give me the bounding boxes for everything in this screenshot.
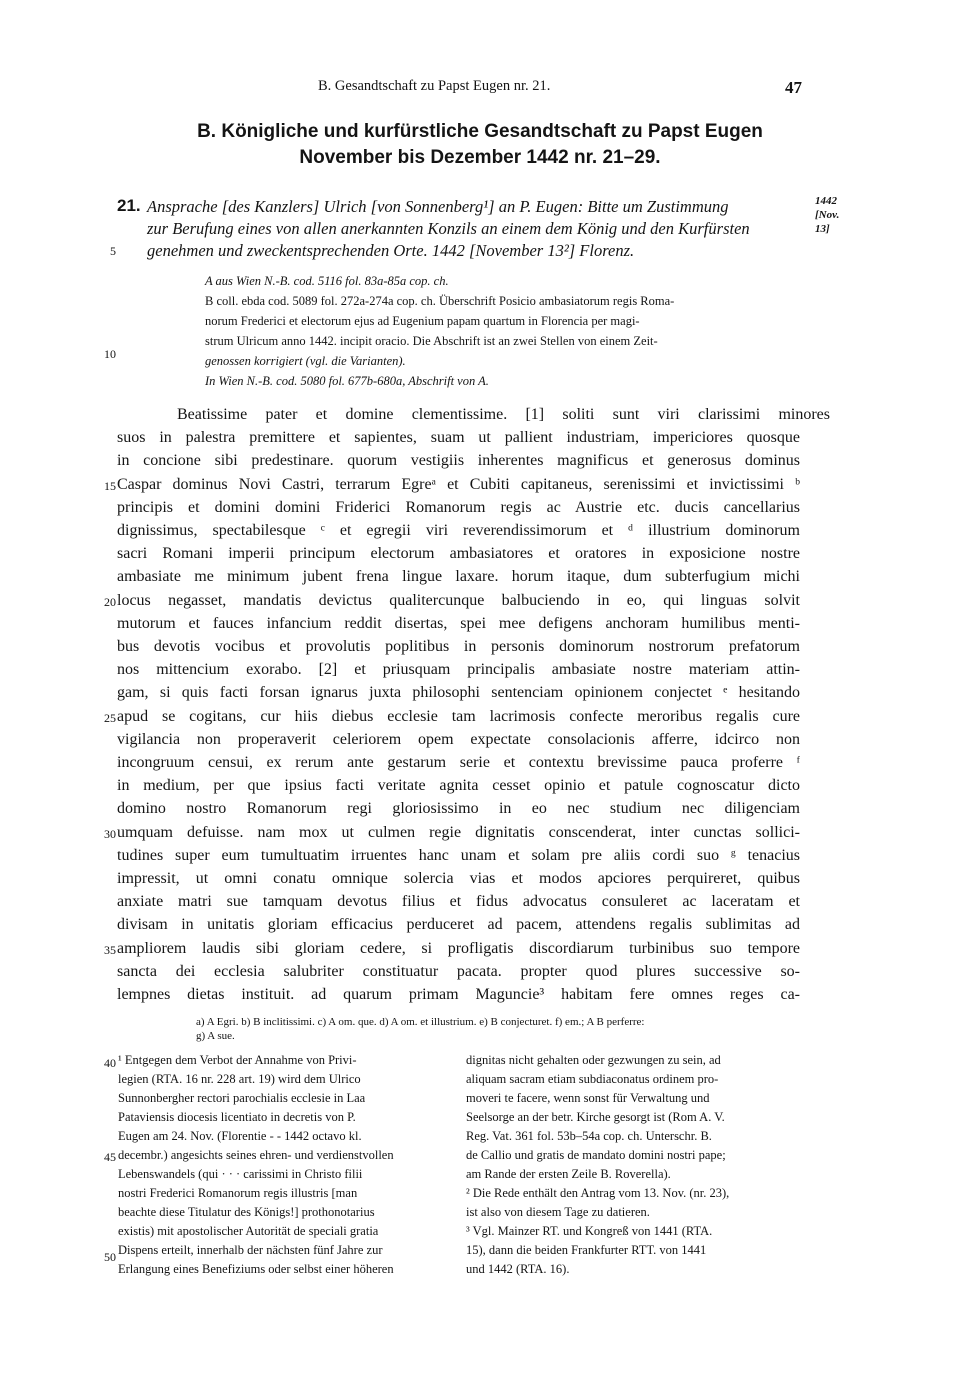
footnote-line: ³ Vgl. Mainzer RT. und Kongreß von 1441 (RTA. [466,1224,713,1238]
page-number: 47 [785,78,802,97]
section-title-line-1: B. Königliche und kurfürstliche Gesandtschaft zu Papst Eugen [197,121,763,142]
line-number: 20 [104,594,116,609]
body-line: nos mittencium exorabo. [2] et priusquam principalis ambasiate nostre materiam attin- [117,661,800,679]
line-number: 5 [110,244,116,258]
body-line: anxiate matri sue tamquam devotus filius et fidus advocatus consuleret ac laceratam et [117,893,800,911]
apparatus-line: g) A sue. [196,1030,235,1042]
body-line: divisam in unitatis gloriam efficacius perduceret ad pacem, attendens regalis sublimitas ad [117,916,800,934]
body-line: suos in palestra premittere et sapientes, suam ut pallient industriam, impericiores quosque [117,429,800,447]
footnote-line: ² Die Rede enthält den Antrag vom 13. Nov. (nr. 23), [466,1186,730,1200]
source-line: strum Ulricum anno 1442. incipit oracio. Die Abschrift ist an zwei Stellen von einem Zeit- [205,334,658,348]
body-line: Beatissime pater et domine clementissime. [1] soliti sunt viri clarissimi minores [177,406,830,423]
regest-line: genehmen und zweckentsprechenden Orte. 1442 [November 13²] Florenz. [147,241,635,260]
body-line: impressit, ut omni conatu omnique solercia vias et modos apciores perquireret, quibus [117,870,800,887]
line-number: 40 [104,1056,116,1070]
body-line: domino nostro Romanorum regi gloriosissimo in eo nec studium nec diligenciam [117,800,800,818]
footnote-line: nostri Frederici Romanorum regis illustris [man [118,1186,358,1200]
footnote-line: Reg. Vat. 361 fol. 53b–54a cop. ch. Unterschr. B. [466,1129,712,1143]
body-line: principis et domini domini Friderici Romanorum regis ac Austrie etc. ducis cancellarius [117,498,800,516]
line-number: 35 [104,942,116,957]
body-line: sancta dei ecclesia salubriter constituatur pacata. propter quod plures successive so- [117,962,800,980]
source-line: B coll. ebda cod. 5089 fol. 272a-274a cop. ch. Überschrift Posicio ambasiatorum regis Roma- [205,294,675,308]
body-line: ampliorem laudis sibi gloriam cedere, si profligatis discordiarum turbinibus suo tempore [117,939,800,957]
footnote-line: dignitas nicht gehalten oder gezwungen zu sein, ad [466,1053,721,1067]
body-line: bus devotis vocibus et provolutis poplitibus in personis dominorum nostrorum prefatorum [117,638,800,655]
footnote-line: beachte diese Titulatur des Königs!] prothonotarius [118,1205,375,1219]
footnote-line: Pataviensis diocesis licentiato in decretis von P. [118,1110,356,1124]
line-number: 10 [104,347,116,361]
footnote-line: Dispens erteilt, innerhalb der nächsten fünf Jahre zur [118,1243,383,1257]
footnote-line: Sunnonbergher rectori parochialis ecclesie in Laa [118,1091,366,1105]
regest-line: zur Berufung eines von allen anerkannten Konzils an einem dem König und den Kurfürsten [147,219,750,238]
margin-date: [Nov. [815,209,840,221]
body-line: in concione sibi predestinare. quorum vestigiis inherentes magnificus et generosus dominus [117,452,800,470]
body-line: in medium, per que ipsius facti veritate agnita cesset opinio et patule cognoscatur dicto [117,777,800,795]
body-line: incongruum censui, ex rerum ante gestarum serie et contextu brevissime pauca proferre ᶠ [117,754,800,771]
line-number: 30 [104,826,116,841]
footnote-line: 15), dann die beiden Frankfurter RTT. von 1441 [466,1243,707,1257]
margin-date: 1442 [815,195,837,207]
footnote-line: decembr.) angesichts seines ehren- und verdienstvollen [118,1148,394,1162]
body-line: tudines super eum tumultuatim irruentes hanc unam et solam pre aliis cordi suo ᵍ tenacius [117,846,800,864]
margin-date: 13] [815,223,830,235]
footnote-line: de Callio und gratis de mandato domini nostri pape; [466,1148,726,1162]
footnote-line: Eugen am 24. Nov. (Florentie - - 1442 octavo kl. [118,1129,362,1143]
footnote-line: und 1442 (RTA. 16). [466,1262,570,1276]
body-line: vigilancia non properaverit celeriorem opem expectate consolacionis afferre, idcirco non [117,730,800,748]
line-number: 50 [104,1250,116,1264]
footnote-line: aliquam sacram etiam subdiaconatus ordinem pro- [466,1072,719,1086]
footnote-line: ist also von diesem Tage zu datieren. [466,1205,650,1219]
body-line: dignissimus, spectabilesque ᶜ et egregii viri reverendissimorum et ᵈ illustrium dominorum [117,522,800,539]
body-line: apud se cogitans, cur hiis diebus ecclesie tam lacrimosis confecte meroribus regalis cure [117,707,800,725]
body-line: gam, si quis facti forsan ignarus juxta philosophi sentenciam opinionem conjectet ᵉ hesitando [117,684,800,702]
body-line: Caspar dominus Novi Castri, terrarum Egreᵃ et Cubiti capitaneus, serenissimi et invictissimi ᵇ [117,475,800,493]
footnote-line: Seelsorge an der betr. Kirche gesorgt ist (Rom A. V. [466,1110,725,1124]
footnote-line: Lebenswandels (qui · · · carissimi in Christo filii [118,1167,363,1181]
footnote-line: am Rande der ersten Zeile B. Roverella). [466,1167,671,1181]
source-line: In Wien N.-B. cod. 5080 fol. 677b-680a, Abschrift von A. [205,374,489,388]
body-line: locus negasset, mandatis devictus qualitercunque balbuciendo in eo, qui linguas solvit [117,591,800,609]
line-number: 15 [104,478,116,493]
section-title-line-2: November bis Dezember 1442 nr. 21–29. [299,147,661,168]
footnote-line: ¹ Entgegen dem Verbot der Annahme von Privi- [118,1053,357,1067]
footnote-line: Erlangung eines Benefiziums oder selbst einer höheren [118,1262,394,1276]
body-line: ambasiate me minimum jubent frena lingue laxare. horum itaque, dum subterfugium michi [117,568,800,586]
regest-line: Ansprache [des Kanzlers] Ulrich [von Sonnenberg¹] an P. Eugen: Bitte um Zustimmung [147,197,729,216]
source-line: norum Frederici et electorum ejus ad Eugenium papam quartum in Florencia per magi- [205,314,640,328]
body-line: umquam defuisse. nam mox ut culmen regie dignitatis conscenderat, inter cunctas sollici- [117,823,800,841]
body-line: lempnes dietas instituit. ad quarum primam Maguncie³ habitam fere omnes reges ca- [117,986,800,1003]
body-line: sacri Romani imperii principum electorum ambasiatores et oratores in exposicione nostre [117,545,800,563]
source-line: A aus Wien N.-B. cod. 5116 fol. 83a-85a cop. ch. [205,274,449,288]
running-head: B. Gesandtschaft zu Papst Eugen nr. 21. [318,78,551,94]
body-line: mutorum et fauces infancium reddit disertas, spei mee defigens anchoram humilibus menti- [117,614,800,632]
line-number: 45 [104,1150,116,1164]
apparatus-line: a) A Egri. b) B inclitissimi. c) A om. que. d) A om. et illustrium. e) B conjecturet. f) em.; A B perferre: [196,1016,645,1028]
footnote-line: existis) mit apostolischer Autorität de speciali gratia [118,1224,379,1238]
entry-number: 21. [117,196,141,215]
footnote-line: legien (RTA. 16 nr. 228 art. 19) wird dem Ulrico [118,1072,361,1086]
source-line: genossen korrigiert (vgl. die Varianten). [205,354,406,368]
line-number: 25 [104,710,116,725]
footnote-line: moveri te facere, wenn sonst für Verwaltung und [466,1091,710,1105]
